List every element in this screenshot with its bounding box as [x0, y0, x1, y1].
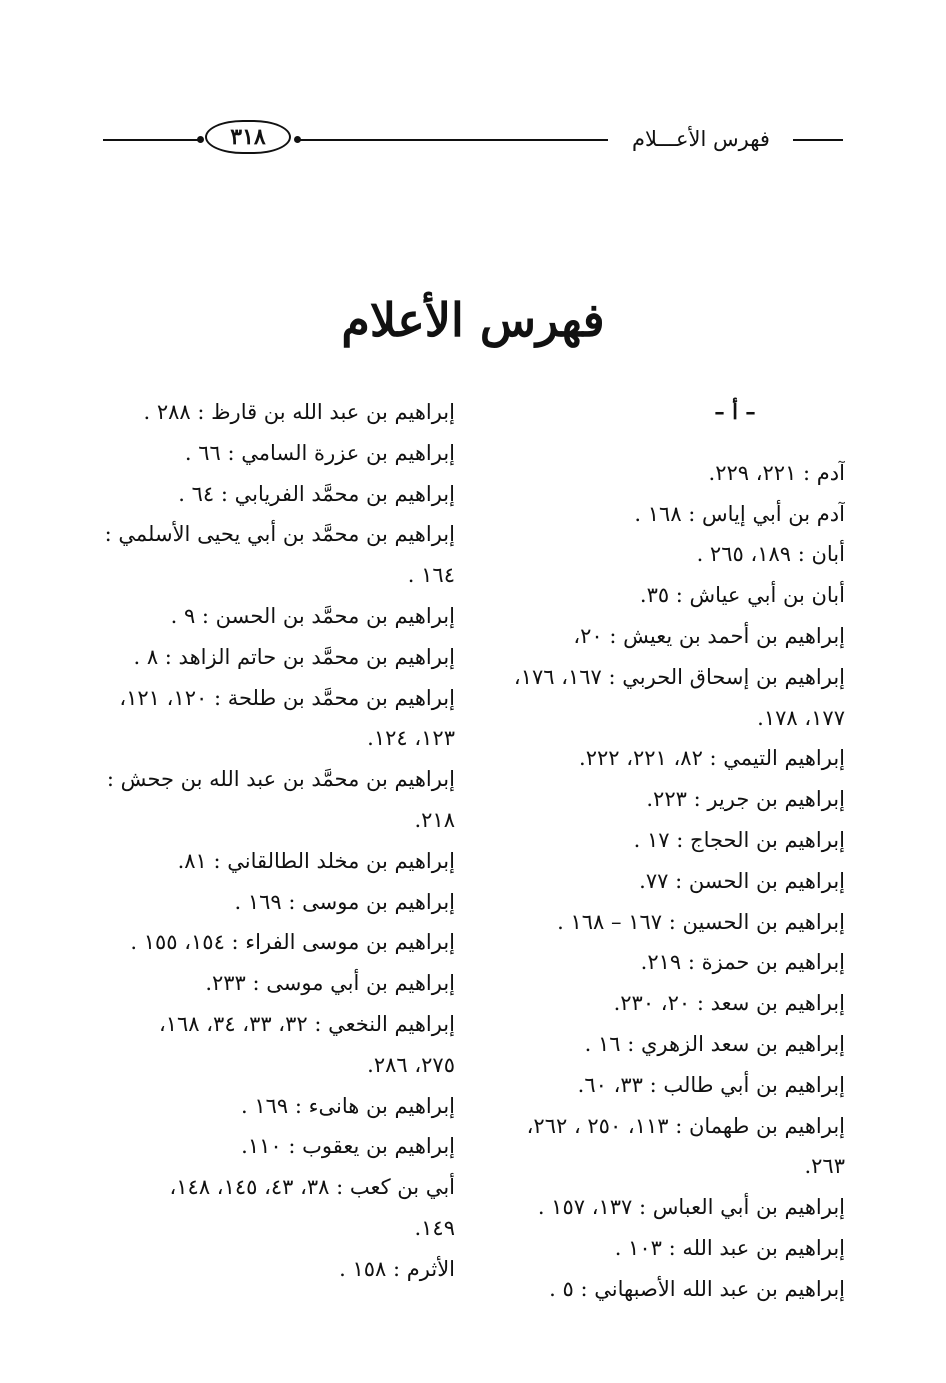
index-entry: إبراهيم بن محمَّد بن عبد الله بن جحش :	[106, 767, 455, 792]
index-entry: إبراهيم بن جرير : ٢٢٣.	[646, 787, 845, 812]
index-entry: إبراهيم بن هانىء : ١٦٩ .	[241, 1093, 455, 1118]
index-entry: إبراهيم بن عبد الله : ١٠٣ .	[614, 1235, 845, 1260]
index-entry: إبراهيم بن أبي العباس : ١٣٧، ١٥٧ .	[537, 1195, 845, 1220]
header-ornament-dot	[197, 136, 204, 143]
index-entry: إبراهيم بن الحسن : ٧٧.	[639, 868, 845, 893]
header-rule-left	[103, 139, 198, 141]
index-entry: إبراهيم بن يعقوب : ١١٠.	[241, 1134, 455, 1159]
index-entry: إبراهيم بن سعد : ٢٠، ٢٣٠.	[613, 991, 845, 1016]
header-rule-right	[793, 139, 843, 141]
page-title: فهرس الأعلام	[341, 293, 605, 347]
index-entry: إبراهيم بن إسحاق الحربي : ١٦٧، ١٧٦،	[513, 664, 845, 689]
index-entry-continuation: ٢١٨.	[414, 807, 455, 832]
index-entry: إبراهيم بن الحسين : ١٦٧ – ١٦٨ .	[557, 909, 845, 934]
page-header	[103, 118, 843, 158]
running-title: فهرس الأعـــلام	[632, 127, 770, 151]
index-entry: إبراهيم بن موسى : ١٦٩ .	[234, 889, 455, 914]
section-spacer	[495, 433, 845, 453]
index-entry: إبراهيم بن عبد الله بن قارظ : ٢٨٨ .	[143, 400, 455, 424]
index-entry-continuation: ١٦٤ .	[407, 563, 455, 588]
index-entry: إبراهيم بن عبد الله الأصبهاني : ٥ .	[549, 1276, 845, 1301]
index-column-left	[105, 392, 455, 1290]
index-entry: إبراهيم بن محمَّد بن حاتم الزاهد : ٨ .	[133, 644, 455, 669]
index-column-right	[495, 392, 845, 1310]
index-entry: إبراهيم بن محمَّد بن طلحة : ١٢٠، ١٢١،	[119, 685, 455, 710]
index-entry-continuation: ١٢٣، ١٢٤.	[367, 726, 455, 751]
index-entry: إبراهيم بن حمزة : ٢١٩.	[640, 950, 845, 975]
index-entry: إبراهيم بن طهمان : ١١٣، ٢٥٠ ، ٢٦٢،	[526, 1113, 845, 1138]
index-entry: إبراهيم بن موسى الفراء : ١٥٤، ١٥٥ .	[130, 930, 455, 955]
index-entry: أبان : ١٨٩، ٢٦٥ .	[696, 542, 845, 567]
index-entry: إبراهيم بن أحمد بن يعيش : ٢٠،	[573, 623, 845, 648]
index-entry-continuation: ١٧٧، ١٧٨.	[757, 705, 845, 730]
index-entry-continuation: ٢٧٥، ٢٨٦.	[367, 1052, 455, 1077]
index-entry: إبراهيم النخعي : ٣٢، ٣٣، ٣٤، ١٦٨،	[158, 1011, 455, 1036]
section-heading: – أ –	[714, 399, 756, 424]
index-entry: آدم بن أبي إياس : ١٦٨ .	[634, 501, 845, 526]
index-entry: إبراهيم بن محمَّد الفريابي : ٦٤ .	[178, 481, 455, 506]
page-number: ٣١٨	[205, 120, 291, 154]
header-rule-middle	[298, 139, 608, 141]
index-entry: إبراهيم بن محمَّد بن الحسن : ٩ .	[170, 603, 455, 628]
index-entry: أبي بن كعب : ٣٨، ٤٣، ١٤٥، ١٤٨،	[169, 1175, 455, 1200]
index-entry: إبراهيم التيمي : ٨٢، ٢٢١، ٢٢٢.	[579, 746, 845, 771]
index-entry: إبراهيم بن الحجاج : ١٧ .	[633, 827, 845, 852]
index-entry: الأثرم : ١٥٨ .	[339, 1256, 455, 1281]
index-entry: إبراهيم بن أبي موسى : ٢٣٣.	[205, 971, 455, 996]
index-entry: أبان بن أبي عياش : ٣٥.	[639, 583, 845, 608]
index-entry: آدم : ٢٢١، ٢٢٩.	[708, 460, 845, 485]
index-entry-continuation: ١٤٩.	[414, 1215, 455, 1240]
index-entry-continuation: ٢٦٣.	[804, 1154, 845, 1179]
index-entry: إبراهيم بن عزرة السامي : ٦٦ .	[184, 440, 455, 465]
index-entry: إبراهيم بن مخلد الطالقاني : ٨١.	[177, 848, 455, 873]
index-entry: إبراهيم بن أبي طالب : ٣٣، ٦٠.	[577, 1072, 845, 1097]
index-entry: إبراهيم بن سعد الزهري : ١٦ .	[584, 1031, 845, 1056]
index-entry: إبراهيم بن محمَّد بن أبي يحيى الأسلمي :	[105, 522, 455, 547]
